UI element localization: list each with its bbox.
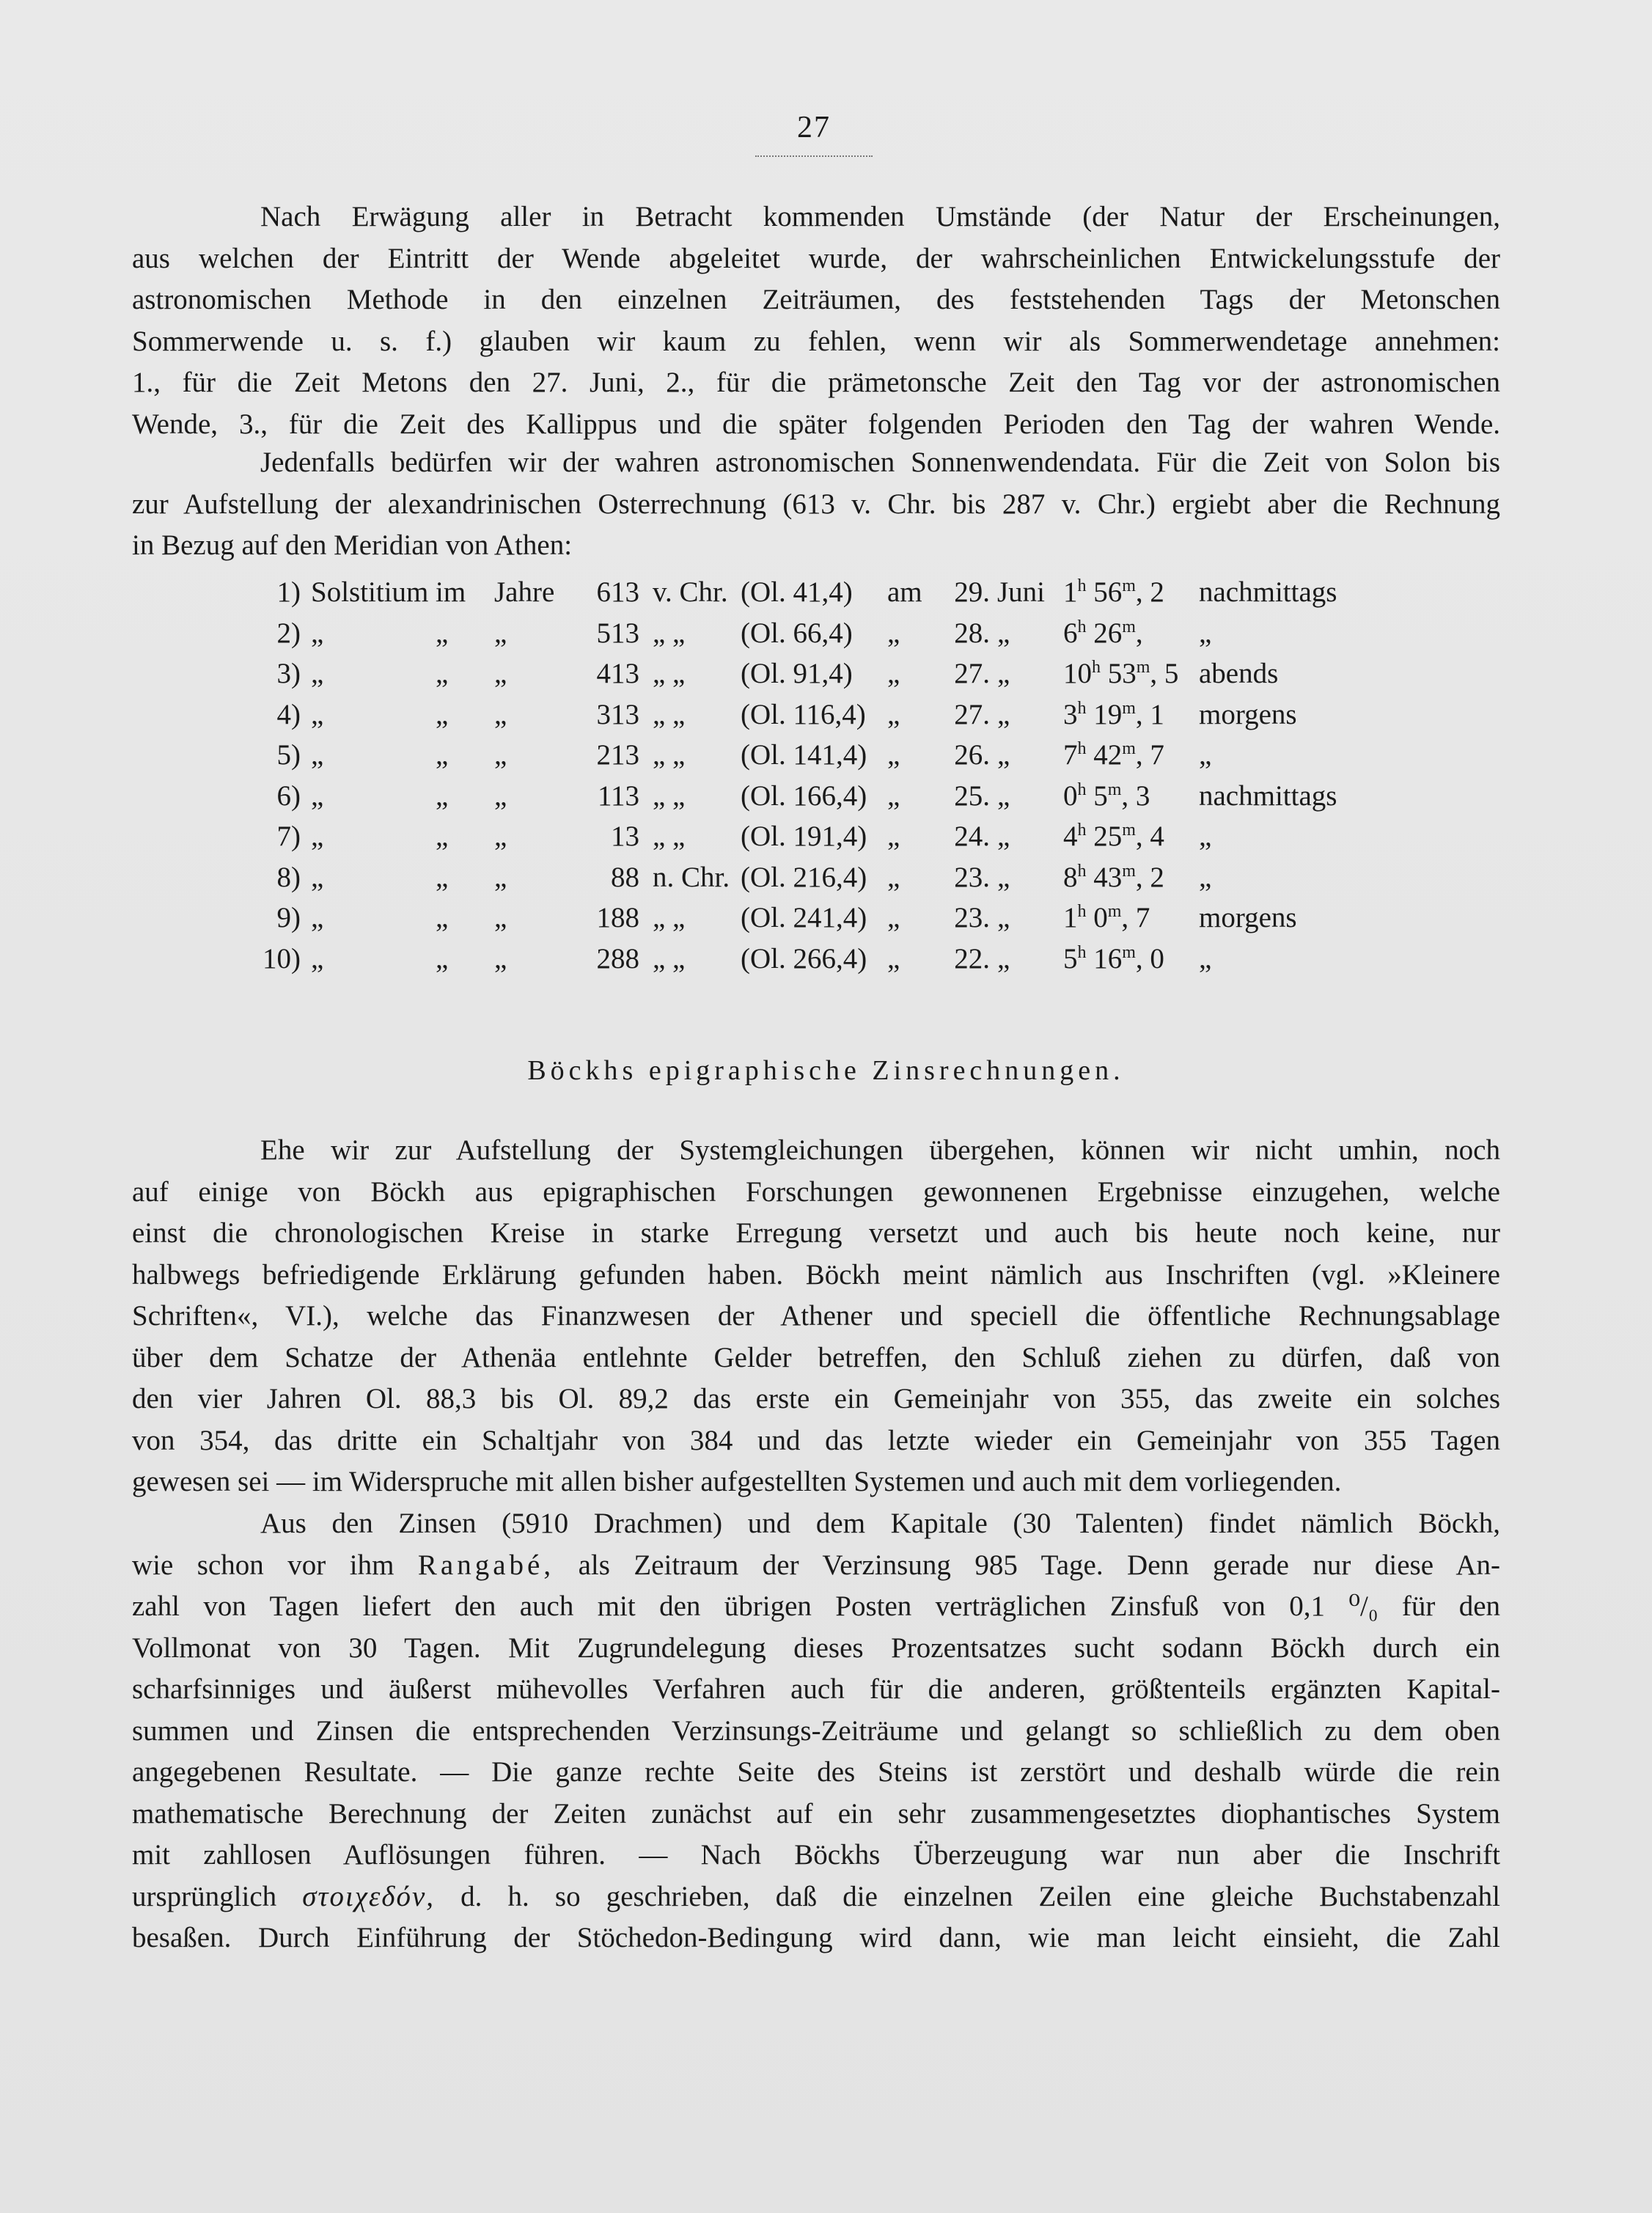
minutes: 42 (1093, 739, 1123, 771)
text-line: scharfsinniges und äußerst mühevolles Verfahren auch für die anderen, größtenteils ergänzten Kapital- (132, 1673, 1500, 1705)
table-cell-month: „ (997, 902, 1010, 934)
minutes-decimal: , 7 (1121, 902, 1150, 934)
table-cell-jahre: „ (494, 821, 507, 853)
table-cell-day: 24. (954, 821, 990, 853)
table-cell-month: „ (997, 698, 1010, 730)
table-cell-year: 288 (596, 942, 639, 975)
minutes: 26 (1093, 617, 1123, 649)
hours-unit: h (1077, 779, 1087, 799)
table-cell-am: am (887, 576, 922, 609)
text-line: den vier Jahren Ol. 88,3 bis Ol. 89,2 das erste ein Gemeinjahr von 355, das zweite ein solches (132, 1383, 1500, 1414)
table-cell-part-of-day: „ (1199, 942, 1212, 975)
table-cell-part-of-day: „ (1199, 617, 1212, 649)
solstice-table (235, 572, 1389, 979)
minutes-unit: m (1107, 902, 1122, 922)
table-cell-ol: (Ol. 66,4) (741, 617, 853, 649)
table-cell-jahre: „ (494, 942, 507, 975)
minutes: 56 (1093, 576, 1123, 609)
table-cell-month: Juni (997, 576, 1046, 609)
table-cell-ol: (Ol. 166,4) (741, 779, 867, 812)
table-cell-jahre: „ (494, 779, 507, 812)
table-cell-ol: (Ol. 241,4) (741, 902, 867, 934)
table-cell-im: „ (436, 617, 449, 649)
table-cell-n: 1) (276, 576, 301, 609)
text-fragment: wie schon vor ihm (132, 1549, 394, 1581)
table-cell-time (1063, 898, 1199, 939)
table-cell-im: „ (436, 658, 449, 690)
table-cell-ol: (Ol. 216,4) (741, 861, 867, 893)
table-cell-im: „ (436, 739, 449, 771)
table-cell-am: „ (887, 821, 900, 853)
table-row (235, 694, 1389, 735)
table-cell-part-of-day: „ (1199, 861, 1212, 893)
name-rangabe: Rangabé, (417, 1549, 555, 1581)
table-cell-sol: „ (311, 861, 324, 893)
table-row (235, 939, 1389, 980)
table-cell-am: „ (887, 902, 900, 934)
table-cell-time (1063, 939, 1199, 980)
minutes-decimal: , 0 (1135, 942, 1164, 975)
minutes: 0 (1093, 902, 1108, 934)
table-cell-era: „ „ (653, 902, 686, 934)
table-cell-day: 27. (954, 698, 990, 730)
table-cell-sol: „ (311, 617, 324, 649)
hours: 10 (1063, 658, 1092, 690)
minutes-unit: m (1136, 658, 1150, 678)
table-cell-year: 188 (596, 902, 639, 934)
table-cell-n: 7) (276, 821, 301, 853)
section-title: Böckhs epigraphische Zinsrechnungen. (527, 1055, 1125, 1086)
table-cell-sol: „ (311, 821, 324, 853)
text-line: auf einige von Böckh aus epigraphischen Forschungen gewonnenen Ergebnisse einzugehen, welche (132, 1175, 1500, 1208)
table-row (235, 816, 1389, 857)
table-cell-im: im (436, 576, 466, 609)
table-cell-month: „ (997, 739, 1010, 771)
table-cell-am: „ (887, 942, 900, 975)
text-line: in Bezug auf den Meridian von Athen: (132, 529, 573, 561)
table-cell-jahre: „ (494, 861, 507, 893)
text-line: zur Aufstellung der alexandrinischen Osterrechnung (613 v. Chr. bis 287 v. Chr.) ergiebt aber die Rechnung (132, 488, 1500, 520)
table-cell-am: „ (887, 739, 900, 771)
table-cell-am: „ (887, 698, 900, 730)
page-number-underline (755, 153, 873, 157)
table-cell-am: „ (887, 658, 900, 690)
text-line: Schriften«, VI.), welche das Finanzwesen der Athener und speciell die öffentliche Rechnungsablage (132, 1300, 1500, 1332)
text-line: Aus den Zinsen (5910 Drachmen) und dem Kapitale (30 Talenten) findet nämlich Böckh, (260, 1508, 1500, 1539)
hours: 6 (1063, 617, 1078, 649)
table-cell-day: 27. (954, 658, 990, 690)
text-fragment: d. h. so geschrieben, daß die einzelnen Zeilen eine gleiche Buchstabenzahl (460, 1880, 1500, 1912)
table-cell-sol: „ (311, 698, 324, 730)
table-cell-era: „ „ (653, 739, 686, 771)
text-line: angegebenen Resultate. — Die ganze rechte Seite des Steins ist zerstört und deshalb würde die rein (132, 1756, 1500, 1788)
minutes: 53 (1107, 658, 1137, 690)
table-cell-ol: (Ol. 41,4) (741, 576, 853, 609)
minutes-unit: m (1122, 942, 1136, 962)
table-cell-day: 23. (954, 861, 990, 893)
table-cell-n: 10) (263, 942, 301, 975)
table-cell-day: 28. (954, 617, 990, 649)
hours: 0 (1063, 779, 1078, 812)
text-fragment: als Zeitraum der Verzinsung 985 Tage. Denn gerade nur diese An- (578, 1549, 1500, 1581)
hours: 3 (1063, 698, 1078, 730)
minutes-decimal: , (1135, 617, 1143, 649)
table-cell-month: „ (997, 861, 1010, 893)
table-cell-sol: Solstitium (311, 576, 429, 609)
text-line: Jedenfalls bedürfen wir der wahren astronomischen Sonnenwendendata. Für die Zeit von Solon bis (260, 447, 1500, 478)
text-line: besaßen. Durch Einführung der Stöchedon-Bedingung wird dann, wie man leicht einsieht, die Zahl (132, 1922, 1500, 1953)
table-cell-n: 2) (276, 617, 301, 649)
table-cell-n: 3) (276, 658, 301, 690)
text-fragment: ursprünglich (132, 1880, 277, 1912)
minutes-decimal: , 2 (1135, 861, 1164, 893)
text-line: aus welchen der Eintritt der Wende abgeleitet wurde, der wahrscheinlichen Entwickelungsstufe der (132, 242, 1500, 274)
table-cell-year: 313 (596, 698, 639, 730)
table-cell-day: 29. (954, 576, 990, 609)
hours-unit: h (1092, 658, 1101, 678)
table-row (235, 776, 1389, 817)
minutes-decimal: , 7 (1135, 739, 1164, 771)
minutes-decimal: , 2 (1135, 576, 1164, 609)
table-cell-jahre: Jahre (494, 576, 555, 609)
minutes-unit: m (1122, 698, 1136, 718)
table-cell-year: 113 (597, 779, 639, 812)
hours-unit: h (1077, 698, 1087, 718)
paragraph-sonnenwendendata (132, 442, 1500, 567)
text-line: halbwegs befriedigende Erklärung gefunden haben. Böckh meint nämlich aus Inschriften (vgl. »Kleinere (132, 1258, 1500, 1291)
text-line: Nach Erwägung aller in Betracht kommenden Umstände (der Natur der Erscheinungen, (260, 201, 1500, 232)
minutes-decimal: , 3 (1121, 779, 1150, 812)
table-cell-sol: „ (311, 942, 324, 975)
greek-word: στοιχεδόν, (302, 1880, 436, 1912)
hours: 8 (1063, 861, 1078, 893)
text-line: astronomischen Methode in den einzelnen Zeiträumen, des feststehenden Tags der Metonschen (132, 284, 1500, 315)
table-cell-time (1063, 572, 1199, 613)
table-cell-am: „ (887, 779, 900, 812)
table-cell-jahre: „ (494, 739, 507, 771)
table-cell-ol: (Ol. 141,4) (741, 739, 867, 771)
hours-unit: h (1077, 739, 1087, 759)
text-line: gewesen sei — im Widerspruche mit allen bisher aufgestellten Systemen und auch mit dem vorliegenden. (132, 1466, 1342, 1497)
text-line (132, 1876, 1500, 1918)
minutes-decimal: , 4 (1135, 821, 1164, 853)
text-line: mathematische Berechnung der Zeiten zunächst auf ein sehr zusammengesetztes diophantisches System (132, 1797, 1500, 1830)
text-line: von 354, das dritte ein Schaltjahr von 384 und das letzte wieder ein Gemeinjahr von 355 Tagen (132, 1424, 1500, 1456)
minutes: 25 (1093, 821, 1123, 853)
table-cell-day: 22. (954, 942, 990, 975)
table-row (235, 857, 1389, 898)
minutes: 43 (1093, 861, 1123, 893)
hours-unit: h (1077, 902, 1087, 922)
text-line: 1., für die Zeit Metons den 27. Juni, 2., für die prämetonsche Zeit den Tag vor der astronomischen (132, 367, 1500, 398)
table-cell-era: „ „ (653, 942, 686, 975)
table-cell-jahre: „ (494, 902, 507, 934)
table-cell-jahre: „ (494, 698, 507, 730)
minutes-decimal: , 1 (1135, 698, 1164, 730)
table-cell-part-of-day: abends (1199, 658, 1279, 690)
table-cell-jahre: „ (494, 617, 507, 649)
minutes-unit: m (1122, 739, 1136, 759)
table-cell-n: 5) (276, 739, 301, 771)
table-cell-month: „ (997, 779, 1010, 812)
table-cell-sol: „ (311, 739, 324, 771)
table-cell-im: „ (436, 821, 449, 853)
table-cell-time (1063, 776, 1199, 817)
hours: 1 (1063, 576, 1078, 609)
text-line: summen und Zinsen die entsprechenden Verzinsungs-Zeiträume und gelangt so schließlich zu dem oben (132, 1714, 1500, 1747)
text-line: zahl von Tagen liefert den auch mit den übrigen Posten verträglichen Zinsfuß von 0,1 ⁰/₀ für den (132, 1590, 1500, 1622)
table-cell-month: „ (997, 658, 1010, 690)
table-row (235, 898, 1389, 939)
minutes: 19 (1093, 698, 1123, 730)
table-cell-time (1063, 816, 1199, 857)
minutes: 5 (1093, 779, 1108, 812)
text-line: Ehe wir zur Aufstellung der Systemgleichungen übergehen, können wir nicht umhin, noch (260, 1134, 1500, 1166)
minutes-decimal: , 5 (1150, 658, 1179, 690)
table-cell-year: 88 (611, 861, 639, 893)
table-cell-part-of-day: „ (1199, 821, 1212, 853)
minutes: 16 (1093, 942, 1123, 975)
table-cell-im: „ (436, 942, 449, 975)
table-cell-month: „ (997, 942, 1010, 975)
paragraph-boeckh-intro (132, 1130, 1500, 1503)
table-cell-era: „ „ (653, 617, 686, 649)
table-cell-month: „ (997, 821, 1010, 853)
table-cell-n: 9) (276, 902, 301, 934)
hours-unit: h (1077, 861, 1087, 881)
paragraph-zinsen (132, 1503, 1500, 1959)
table-cell-part-of-day: nachmittags (1199, 576, 1337, 609)
table-cell-n: 8) (276, 861, 301, 893)
table-cell-ol: (Ol. 91,4) (741, 658, 853, 690)
table-cell-day: 23. (954, 902, 990, 934)
text-line (132, 1545, 1500, 1587)
table-cell-year: 413 (596, 658, 639, 690)
table-row (235, 735, 1389, 776)
table-cell-year: 513 (596, 617, 639, 649)
hours-unit: h (1077, 576, 1087, 596)
table-cell-time (1063, 613, 1199, 654)
page-number: 27 (797, 111, 831, 144)
table-cell-era: „ „ (653, 698, 686, 730)
table-row (235, 613, 1389, 654)
table-row (235, 653, 1389, 694)
table-cell-im: „ (436, 698, 449, 730)
table-row (235, 572, 1389, 613)
hours: 7 (1063, 739, 1078, 771)
table-cell-ol: (Ol. 191,4) (741, 821, 867, 853)
table-cell-sol: „ (311, 658, 324, 690)
table-cell-am: „ (887, 617, 900, 649)
table-cell-era: „ „ (653, 779, 686, 812)
text-line: einst die chronologischen Kreise in starke Erregung versetzt und auch bis heute noch keine, nur (132, 1217, 1500, 1249)
table-cell-part-of-day: „ (1199, 739, 1212, 771)
table-cell-month: „ (997, 617, 1010, 649)
table-cell-ol: (Ol. 266,4) (741, 942, 867, 975)
table-cell-era: v. Chr. (653, 576, 728, 609)
text-line: über dem Schatze der Athenäa entlehnte Gelder betreffen, den Schluß ziehen zu dürfen, daß von (132, 1341, 1500, 1373)
table-cell-sol: „ (311, 902, 324, 934)
table-cell-part-of-day: nachmittags (1199, 779, 1337, 812)
table-cell-time (1063, 694, 1199, 735)
table-cell-time (1063, 857, 1199, 898)
table-cell-ol: (Ol. 116,4) (741, 698, 866, 730)
table-cell-am: „ (887, 861, 900, 893)
hours: 5 (1063, 942, 1078, 975)
table-cell-era: „ „ (653, 821, 686, 853)
text-line: Wende, 3., für die Zeit des Kallippus und die später folgenden Perioden den Tag der wahren Wende. (132, 408, 1500, 440)
table-cell-part-of-day: morgens (1199, 698, 1297, 730)
table-cell-year: 613 (596, 576, 639, 609)
minutes-unit: m (1122, 617, 1136, 636)
hours-unit: h (1077, 942, 1087, 962)
minutes-unit: m (1122, 576, 1136, 596)
table-cell-time (1063, 653, 1199, 694)
text-line: mit zahllosen Auflösungen führen. — Nach Böckhs Überzeugung war nun aber die Inschrift (132, 1839, 1500, 1871)
text-line: Vollmonat von 30 Tagen. Mit Zugrundelegung dieses Prozentsatzes sucht sodann Böckh durch ein (132, 1632, 1500, 1664)
table-cell-jahre: „ (494, 658, 507, 690)
table-cell-year: 213 (596, 739, 639, 771)
table-cell-im: „ (436, 779, 449, 812)
table-cell-year: 13 (611, 821, 639, 853)
minutes-unit: m (1122, 861, 1136, 881)
table-cell-n: 6) (276, 779, 301, 812)
hours: 4 (1063, 821, 1078, 853)
solstice-table-grid (235, 572, 1389, 979)
text-line: Sommerwende u. s. f.) glauben wir kaum zu fehlen, wenn wir als Sommerwendetage annehmen: (132, 325, 1500, 357)
hours: 1 (1063, 902, 1078, 934)
table-cell-era: „ „ (653, 658, 686, 690)
minutes-unit: m (1107, 779, 1122, 799)
table-cell-era: n. Chr. (653, 861, 730, 893)
table-cell-time (1063, 735, 1199, 776)
hours-unit: h (1077, 617, 1087, 636)
table-cell-day: 26. (954, 739, 990, 771)
table-cell-day: 25. (954, 779, 990, 812)
table-cell-part-of-day: morgens (1199, 902, 1297, 934)
minutes-unit: m (1122, 821, 1136, 840)
table-cell-n: 4) (276, 698, 301, 730)
table-cell-sol: „ (311, 779, 324, 812)
table-cell-im: „ (436, 861, 449, 893)
hours-unit: h (1077, 821, 1087, 840)
table-cell-im: „ (436, 902, 449, 934)
paragraph-sommerwende (132, 197, 1500, 445)
